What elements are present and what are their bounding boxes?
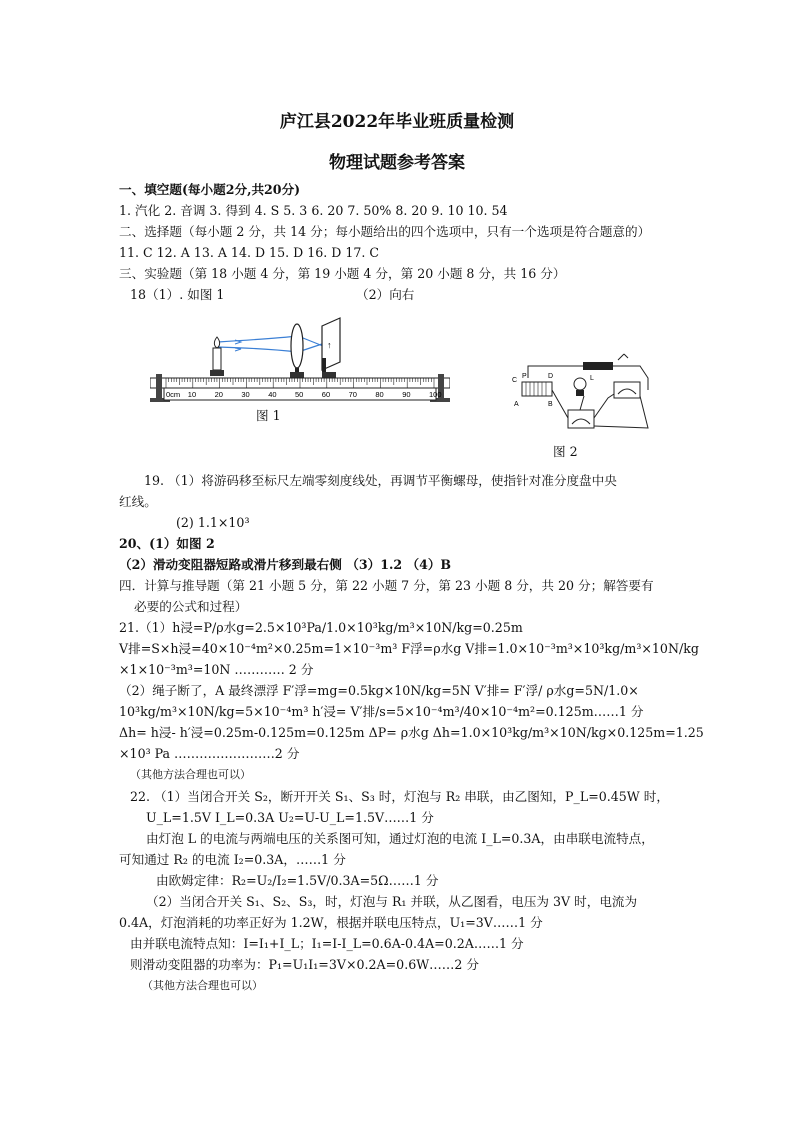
label-l: L	[590, 375, 594, 382]
section-3-heading: 三、实验题（第 18 小题 4 分，第 19 小题 4 分，第 20 小题 8 分，共 16 分）	[119, 266, 566, 281]
page-subtitle: 物理试题参考答案	[329, 153, 465, 173]
answer-line: 红线。	[119, 494, 157, 509]
answer-line: 可知通过 R₂ 的电流 I₂=0.3A，……1 分	[119, 852, 346, 867]
answer-line: 10³kg/m³×10N/kg=5×10⁻⁴m³ h′浸= V′排/s=5×10⁻⁴m³/40×10⁻⁴m²=0.125m……1 分	[119, 704, 644, 719]
ruler-label: 30	[241, 390, 250, 399]
answer-line: V排=S×h浸=40×10⁻⁴m²×0.25m=1×10⁻³m³ F浮=ρ水g V排=1.0×10⁻³m³×10³kg/m³×10N/kg	[119, 641, 699, 656]
figure-2-caption: 图 2	[553, 444, 578, 459]
answer-line: （2）绳子断了，A 最终漂浮 F′浮=mg=0.5kg×10N/kg=5N V′排= F′浮/ ρ水g=5N/1.0×	[119, 683, 639, 698]
ruler-label: 70	[348, 390, 357, 399]
figure-2-circuit	[508, 348, 658, 440]
figure-1-caption: 图 1	[256, 408, 281, 423]
ruler-label: 100	[429, 390, 442, 399]
ruler-label: 90	[402, 390, 411, 399]
answer-line: 11. C 12. A 13. A 14. D 15. D 16. D 17. C	[119, 245, 379, 260]
answer-line: ×1×10⁻³m³=10N ………… 2 分	[119, 662, 314, 677]
ruler-label: 60	[321, 390, 331, 399]
answer-line: 20、(1）如图 2	[119, 536, 215, 551]
svg-text:↑: ↑	[327, 340, 332, 350]
ruler-label: 20	[214, 390, 223, 399]
section-1-heading: 一、填空题(每小题2分,共20分)	[119, 182, 301, 197]
answer-line: 21.（1）h浸=P/ρ水g=2.5×10³Pa/1.0×10³kg/m³×10N/kg=0.25m	[119, 620, 523, 635]
section-4-heading: 四．计算与推导题（第 21 小题 5 分，第 22 小题 7 分，第 23 小题 8 分，共 20 分；解答要有	[119, 578, 654, 593]
answer-line: 1. 汽化 2. 音调 3. 得到 4. S 5. 3 6. 20 7. 50% 8. 20 9. 10 10. 54	[119, 203, 508, 218]
note: （其他方法合理也可以）	[130, 768, 251, 781]
answer-line: U_L=1.5V I_L=0.3A U₂=U-U_L=1.5V……1 分	[146, 810, 434, 825]
answer-line: 22. （1）当闭合开关 S₂，断开开关 S₁、S₃ 时，灯泡与 R₂ 串联，由乙图知，P_L=0.45W 时，	[130, 789, 669, 804]
ruler-label: 50	[295, 390, 304, 399]
note: （其他方法合理也可以）	[142, 979, 263, 992]
label-a: A	[514, 401, 519, 408]
answer-line: 由欧姆定律：R₂=U₂/I₂=1.5V/0.3A=5Ω……1 分	[156, 873, 439, 888]
label-p: P	[522, 373, 527, 380]
answer-line: 18（1）. 如图 1	[130, 287, 225, 302]
answer-line: （2）当闭合开关 S₁、S₂、S₃，时，灯泡与 R₁ 并联，从乙图看，电压为 3V 时，电流为	[146, 894, 638, 909]
section-4-heading-cont: 必要的公式和过程）	[134, 599, 248, 614]
answer-line: 19. （1）将游码移至标尺左端零刻度线处，再调节平衡螺母，使指针对准分度盘中央	[144, 473, 617, 488]
answer-line: （2）向右	[356, 287, 415, 302]
answer-line: Δh= h浸- h′浸=0.25m-0.125m=0.125m ΔP= ρ水g Δh=1.0×10³kg/m³×10N/kg×0.125m=1.25	[119, 725, 704, 740]
answer-line: （2）滑动变阻器短路或滑片移到最右侧 （3）1.2 （4）B	[119, 557, 452, 572]
ruler-label: 0cm	[166, 390, 181, 399]
label-d: D	[548, 373, 554, 380]
ruler-label: 10	[187, 390, 197, 399]
answer-line: 则滑动变阻器的功率为：P₁=U₁I₁=3V×0.2A=0.6W……2 分	[130, 957, 479, 972]
answer-line: 由灯泡 L 的电流与两端电压的关系图可知，通过灯泡的电流 I_L=0.3A，由串联电流特点，	[146, 831, 654, 846]
figure-1-optical-bench	[150, 312, 450, 412]
label-b: B	[548, 401, 553, 408]
ruler-label: 40	[268, 390, 277, 399]
label-c: C	[512, 377, 518, 384]
section-2-heading: 二、选择题（每小题 2 分，共 14 分；每小题给出的四个选项中，只有一个选项是符合题意的）	[119, 224, 651, 239]
answer-line: (2) 1.1×10³	[176, 515, 250, 530]
answer-line: ×10³ Pa ……………………2 分	[119, 746, 300, 761]
answer-line: 0.4A，灯泡消耗的功率正好为 1.2W，根据并联电压特点，U₁=3V……1 分	[119, 915, 543, 930]
page-title: 庐江县2022年毕业班质量检测	[279, 112, 515, 132]
ruler-label: 80	[375, 390, 384, 399]
answer-line: 由并联电流特点知：I=I₁+I_L；I₁=I-I_L=0.6A-0.4A=0.2A……1 分	[130, 936, 524, 951]
